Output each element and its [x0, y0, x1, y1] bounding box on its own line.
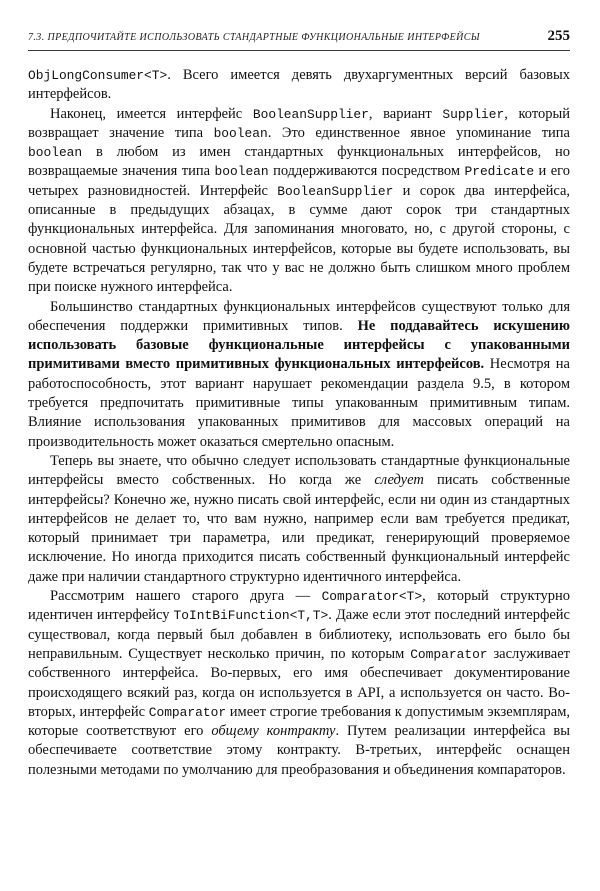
text-segment: и его четырех разновидностей. Интерфейс [28, 163, 570, 199]
text-segment: поддерживаются посредством [268, 163, 465, 180]
text-segment: , который возвращает значение типа [28, 105, 571, 141]
text-segment: , который структурно идентичен интерфейсу [28, 588, 570, 624]
page-content [28, 66, 570, 780]
text-segment: и сорок два интерфейса, описанные в предыдущих абзацах, в сумме дают сорок три стандартных функциональных интерфейса. Для запоминания многовато, но, с другой стороны, с основной частью функциональных интерфейсов, которые вы будете использовать, вы будете встречаться регулярно, так что у вас не должно быть слишком много проблем при поиске нужного интерфейса. [28, 182, 571, 296]
inline-code: BooleanSupplier [252, 106, 369, 122]
text-segment: Наконец, имеется интерфейс [50, 105, 253, 122]
text-segment: писать собственные интерфейсы? Конечно же, нужно писать свой интерфейс, если ни один из стандартных интерфейсов не делает то, что вам нужно, например если вам требуется предикат, который принимает три параметра, или предикат, генерирующий проверяемое исключение. Но иногда приходится писать собственный функциональный интерфейс даже при наличии стандартного структурно идентичного интерфейса. [28, 472, 571, 585]
paragraph [28, 587, 570, 780]
page-number: 255 [547, 28, 570, 44]
text-segment: заслуживает собственного интерфейса. Во-первых, его имя обеспечивает документирование происходящего всякий раз, когда он используется в API, а используется он часто. Во-вторых, интерфейс [28, 645, 570, 720]
chapter-running-title: 7.3. ПРЕДПОЧИТАЙТЕ ИСПОЛЬЗОВАТЬ СТАНДАРТНЫЕ ФУНКЦИОНАЛЬНЫЕ ИНТЕРФЕЙСЫ [28, 32, 480, 43]
inline-code: ToIntBiFunction<T,T> [173, 608, 329, 624]
paragraph [28, 66, 570, 105]
text-segment: Теперь вы знаете, что обычно следует использовать стандартные функциональные интерфейсы вместо собственных. Но когда же [28, 452, 570, 489]
text-segment: Не поддавайтесь искушению использовать базовые функциональные интерфейсы с упакованными примитивами вместо примитивных функциональных интерфейсов. [28, 317, 570, 373]
inline-code: Predicate [464, 164, 535, 180]
text-segment: Большинство стандартных функциональных интерфейсов существуют только для обеспечения поддержки примитивных типов. [28, 298, 570, 334]
text-segment: следует [374, 472, 424, 489]
inline-code: Comparator [410, 646, 488, 662]
inline-code: boolean [213, 125, 268, 141]
inline-code: boolean [214, 164, 269, 180]
running-header [28, 28, 570, 51]
inline-code: ObjLongConsumer<T> [28, 68, 168, 83]
inline-code: BooleanSupplier [277, 183, 394, 199]
paragraph [28, 298, 570, 452]
text-segment: , вариант [368, 105, 443, 122]
text-segment: Рассмотрим нашего старого друга — [50, 588, 322, 605]
text-segment: . Даже если этот последний интерфейс существовал, когда первый был добавлен в библиотеку, использовать его было бы неправильным. Существует несколько причин, по которым [28, 607, 570, 662]
text-segment: . Это единственное явное упоминание типа [267, 124, 570, 141]
text-segment: . Всего имеется девять двухаргументных версий базовых интерфейсов. [28, 67, 570, 103]
text-segment: . Путем реализации интерфейса вы обеспечиваете соответствие этому контракту. В-третьих, интерфейс оснащен полезными методами по умолчанию для преобразования и объединения компараторов. [28, 723, 570, 778]
text-segment: в любом из имен стандартных функциональных интерфейсов, но возвращаемые значения типа [28, 144, 570, 180]
inline-code: boolean [28, 145, 83, 161]
text-segment: Несмотря на работоспособность, этот вариант нарушает рекомендации раздела 9.5, в котором требуется предпочитать примитивные типы упакованным примитивным типам. Влияние использования упакованных примитивов для массовых операций на производительность может оказаться смертельно опасным. [28, 356, 570, 450]
text-segment: имеет строгие требования к допустимым экземплярам, которые соответствуют его [28, 703, 570, 740]
inline-code: Comparator<T> [321, 589, 423, 605]
inline-code: Supplier [442, 106, 505, 122]
paragraph [28, 105, 570, 298]
paragraph [28, 452, 570, 587]
text-segment: общему контракту [211, 723, 336, 740]
inline-code: Comparator [148, 704, 227, 720]
